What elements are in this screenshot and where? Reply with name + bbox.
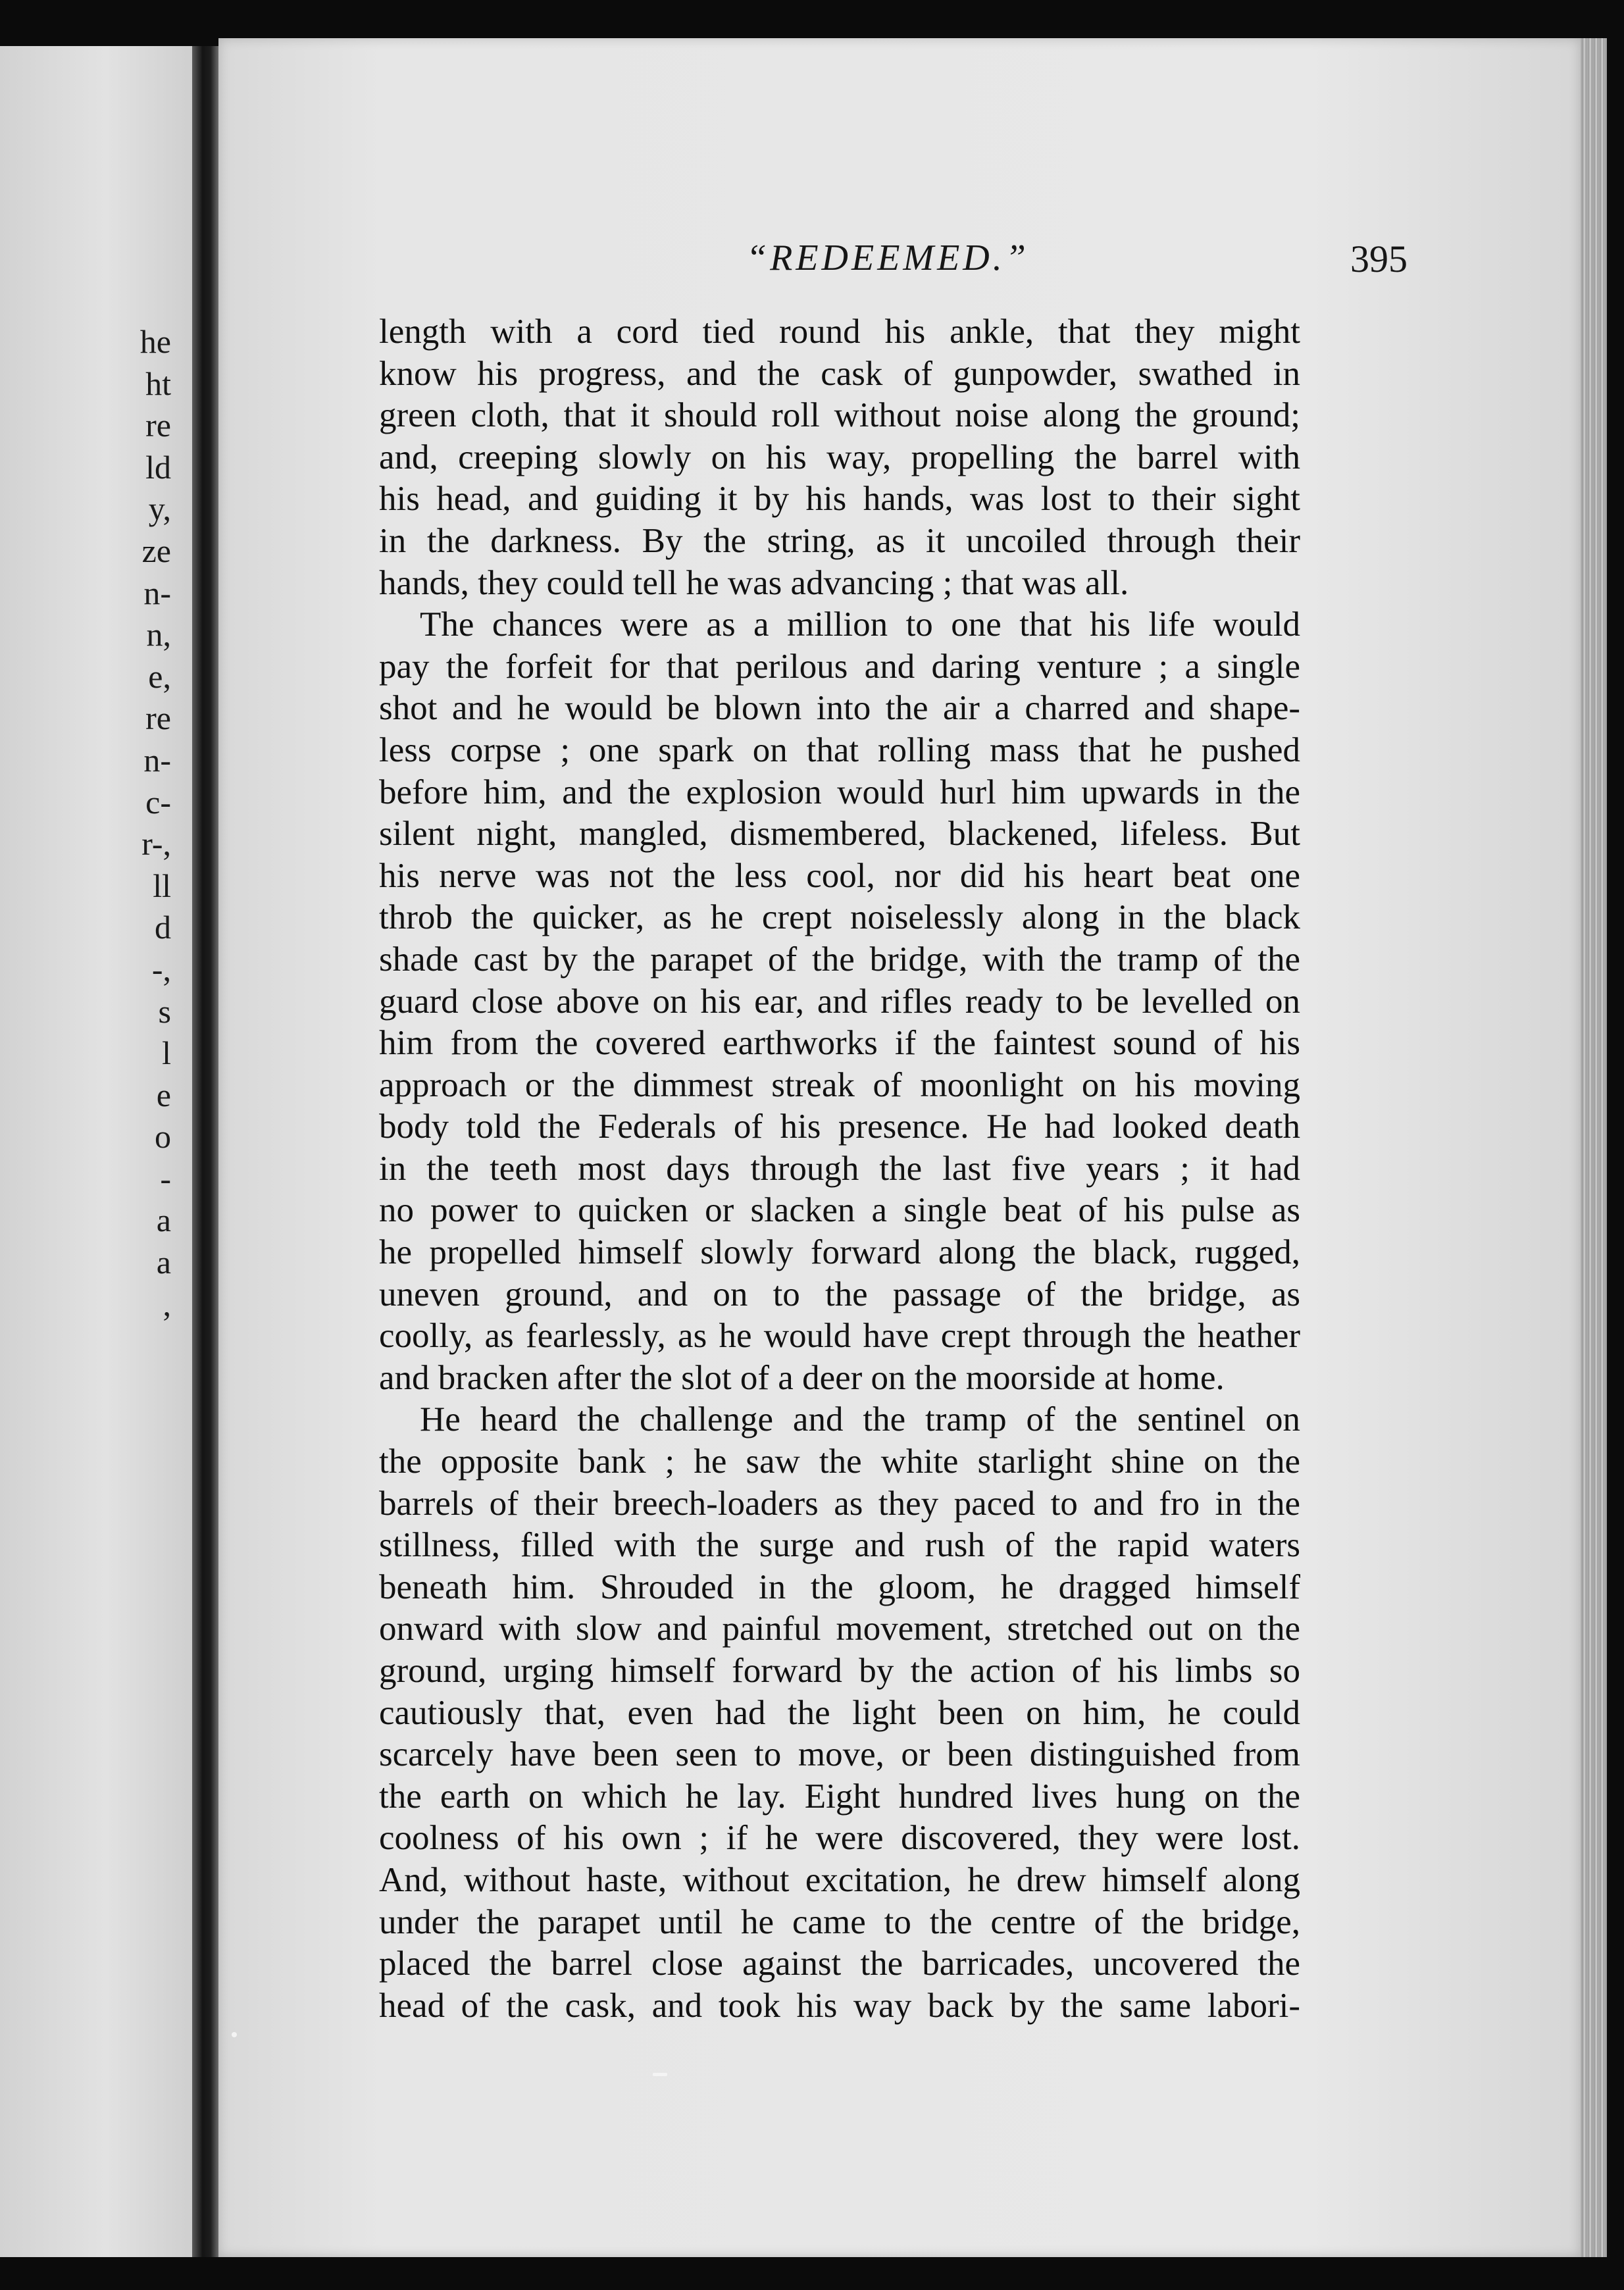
previous-page-fragment: ht: [145, 365, 171, 402]
text-line: him from the covered earthworks if the faintest sound of his: [379, 1024, 1300, 1063]
text-line: he propelled himself slowly forward along the black, rugged,: [379, 1233, 1300, 1272]
previous-page-fragment: n-: [143, 741, 171, 778]
text-line: silent night, mangled, dismembered, blackened, lifeless. But: [379, 815, 1300, 853]
text-line: hands, they could tell he was advancing ; that was all.: [379, 563, 1129, 602]
previous-page-line-fragments: [140, 321, 171, 1325]
previous-page-fragment: e: [156, 1076, 171, 1113]
text-line: beneath him. Shrouded in the gloom, he dragged himself: [379, 1567, 1300, 1606]
text-line: pay the forfeit for that perilous and daring venture ; a single: [379, 647, 1300, 686]
text-line: the earth on which he lay. Eight hundred lives hung on the: [379, 1777, 1300, 1816]
text-line: placed the barrel close against the barricades, uncovered the: [379, 1945, 1300, 1983]
previous-page-fragment: s: [158, 992, 171, 1030]
page-stack-edge: [1581, 38, 1607, 2257]
previous-page-fragment: l: [162, 1034, 171, 1072]
previous-page-fragment: he: [140, 323, 171, 360]
text-line: green cloth, that it should roll without noise along the ground;: [379, 396, 1300, 435]
text-line: scarcely have been seen to move, or been distinguished from: [379, 1735, 1300, 1774]
text-line: shade cast by the parapet of the bridge, with the tramp of the: [379, 940, 1300, 979]
previous-page-fragment: ze: [141, 532, 171, 569]
previous-page-fragment: n,: [146, 616, 171, 653]
scan-speck: [653, 2073, 667, 2076]
text-line: coolness of his own ; if he were discovered, they were lost.: [379, 1819, 1300, 1858]
text-line: shot and he would be blown into the air a charred and shape-: [379, 689, 1300, 728]
previous-page-fragment: -: [160, 1159, 171, 1197]
text-line: stillness, filled with the surge and rush of the rapid waters: [379, 1526, 1300, 1565]
previous-page-fragment: re: [145, 407, 171, 444]
text-line: uneven ground, and on to the passage of the bridge, as: [379, 1275, 1300, 1313]
text-line: less corpse ; one spark on that rolling mass that he pushed: [379, 730, 1300, 769]
text-line: He heard the challenge and the tramp of the sentinel on: [420, 1400, 1300, 1439]
text-line: coolly, as fearlessly, as he would have crept through the heather: [379, 1317, 1300, 1356]
text-line: body told the Federals of his presence. He had looked death: [379, 1107, 1300, 1146]
body-text: [379, 311, 1300, 2027]
text-line: cautiously that, even had the light been on him, he could: [379, 1693, 1300, 1732]
text-line: barrels of their breech-loaders as they paced to and fro in the: [379, 1484, 1300, 1523]
scan-speck: [232, 2032, 237, 2037]
previous-page-fragment: r-,: [141, 825, 171, 863]
text-line: approach or the dimmest streak of moonlight on his moving: [379, 1065, 1300, 1104]
text-line: and, creeping slowly on his way, propelling the barrel with: [379, 438, 1300, 476]
text-line: head of the cask, and took his way back by the same labori-: [379, 1986, 1300, 2025]
previous-page-fragment: a: [156, 1202, 171, 1239]
text-line: his nerve was not the less cool, nor did his heart beat one: [379, 856, 1300, 895]
running-title: “REDEEMED.”: [746, 238, 1029, 278]
text-line: length with a cord tied round his ankle, that they might: [379, 313, 1300, 351]
text-line: his head, and guiding it by his hands, was lost to their sight: [379, 480, 1300, 519]
text-line: in the teeth most days through the last five years ; it had: [379, 1149, 1300, 1188]
text-line: know his progress, and the cask of gunpowder, swathed in: [379, 354, 1300, 393]
text-line: and bracken after the slot of a deer on the moorside at home.: [379, 1358, 1225, 1397]
previous-page-fragment: -,: [151, 950, 171, 988]
text-line: throb the quicker, as he crept noiselessly along in the black: [379, 898, 1300, 937]
previous-page-fragment: e,: [148, 657, 171, 695]
previous-page-fragment: ,: [163, 1285, 171, 1323]
previous-page-fragment: re: [145, 700, 171, 737]
text-line: no power to quicken or slacken a single beat of his pulse as: [379, 1191, 1300, 1230]
text-line: The chances were as a million to one that his life would: [420, 605, 1300, 644]
previous-page-fragment: ll: [153, 867, 171, 904]
text-line: onward with slow and painful movement, stretched out on the: [379, 1610, 1300, 1648]
text-line: in the darkness. By the string, as it uncoiled through their: [379, 521, 1300, 560]
running-head: [218, 237, 1581, 290]
previous-page-fragment: d: [155, 909, 171, 946]
text-line: And, without haste, without excitation, he drew himself along: [379, 1860, 1300, 1899]
book-page: [218, 38, 1581, 2257]
previous-page-fragment: a: [156, 1244, 171, 1281]
text-line: under the parapet until he came to the centre of the bridge,: [379, 1902, 1300, 1941]
text-line: guard close above on his ear, and rifles ready to be levelled on: [379, 982, 1300, 1021]
text-line: ground, urging himself forward by the action of his limbs so: [379, 1652, 1300, 1690]
text-line: before him, and the explosion would hurl him upwards in the: [379, 773, 1300, 811]
page-number: 395: [1350, 238, 1408, 280]
previous-page-fragment: y,: [148, 490, 171, 528]
previous-page-fragment: c-: [145, 783, 171, 821]
book-gutter: [192, 46, 218, 2257]
previous-page-fragment: ld: [145, 448, 171, 486]
previous-page-fragment: o: [155, 1118, 171, 1156]
previous-page-fragment: n-: [143, 574, 171, 611]
previous-page-edge: [0, 46, 192, 2257]
text-line: the opposite bank ; he saw the white starlight shine on the: [379, 1442, 1300, 1481]
